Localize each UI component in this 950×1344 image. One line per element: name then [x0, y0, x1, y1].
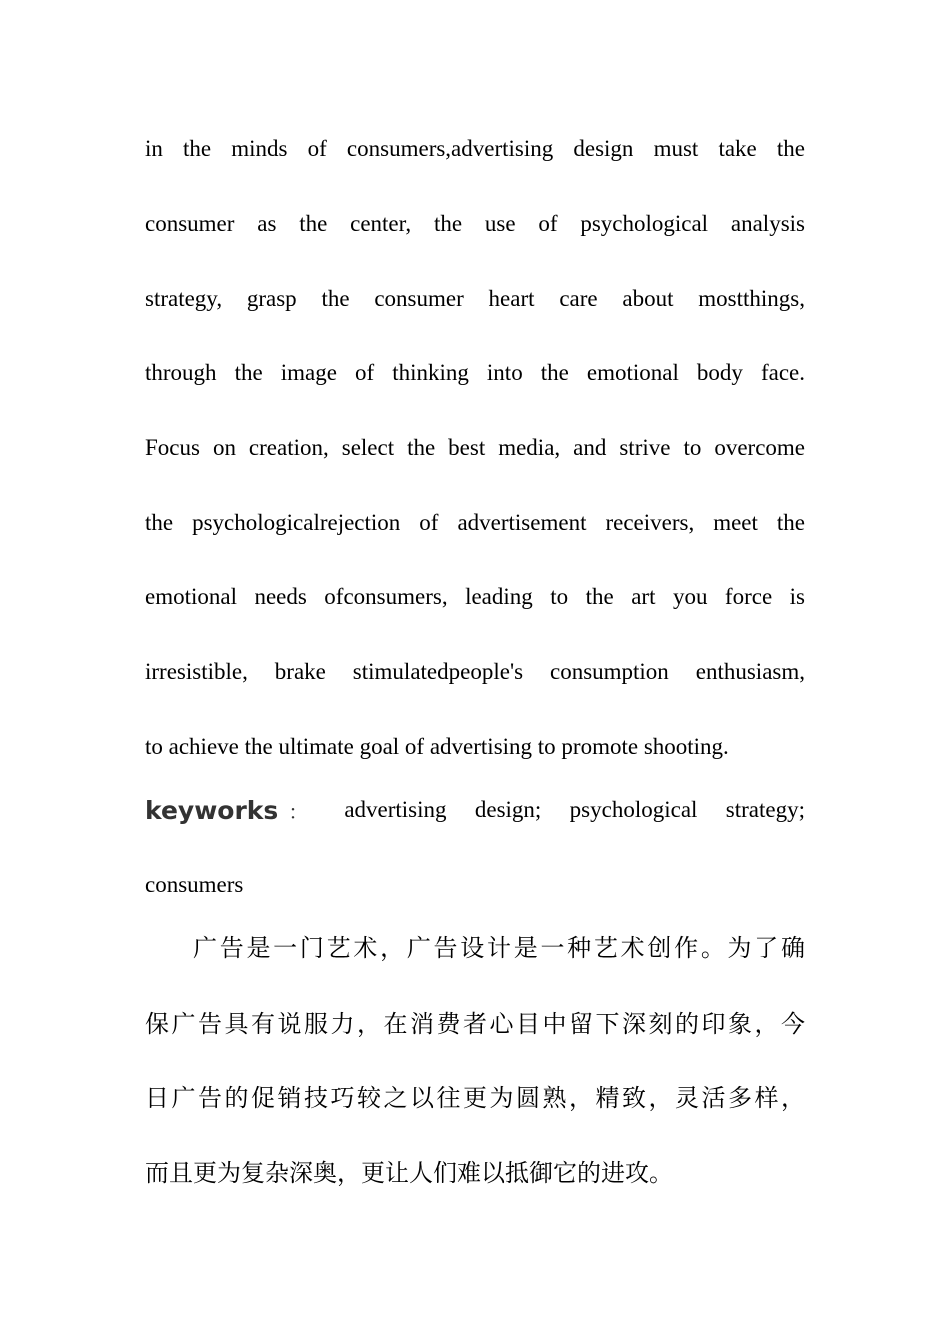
abstract-line: emotional needs ofconsumers, leading to the art you force is — [145, 584, 805, 609]
abstract-line: consumer as the center, the use of psychological analysis — [145, 211, 805, 236]
keywords-text: advertising design; psychological strategy; — [344, 797, 805, 822]
keywords-colon: ： — [288, 799, 309, 824]
chinese-paragraph-line: 广告是一门艺术，广告设计是一种艺术创作。为了确 — [193, 934, 805, 962]
chinese-paragraph-line-last: 而且更为复杂深奥，更让人们难以抵御它的进攻。 — [145, 1159, 673, 1187]
abstract-line-last: to achieve the ultimate goal of advertising to promote shooting. — [145, 734, 729, 759]
keywords-label: keyworks — [145, 795, 279, 825]
abstract-line: in the minds of consumers,advertising design must take the — [145, 136, 805, 161]
keywords-row — [145, 794, 805, 826]
abstract-line: the psychologicalrejection of advertisement receivers, meet the — [145, 510, 805, 535]
chinese-paragraph-line: 日广告的促销技巧较之以往更为圆熟，精致，灵活多样， — [145, 1084, 805, 1112]
abstract-line: Focus on creation, select the best media, and strive to overcome — [145, 435, 805, 460]
abstract-line: through the image of thinking into the emotional body face. — [145, 360, 805, 385]
keywords-continuation: consumers — [145, 872, 244, 897]
abstract-line: strategy, grasp the consumer heart care about mostthings, — [145, 286, 805, 311]
abstract-line: irresistible, brake stimulatedpeople's consumption enthusiasm, — [145, 659, 805, 684]
chinese-paragraph-line: 保广告具有说服力，在消费者心目中留下深刻的印象，今 — [145, 1010, 805, 1038]
